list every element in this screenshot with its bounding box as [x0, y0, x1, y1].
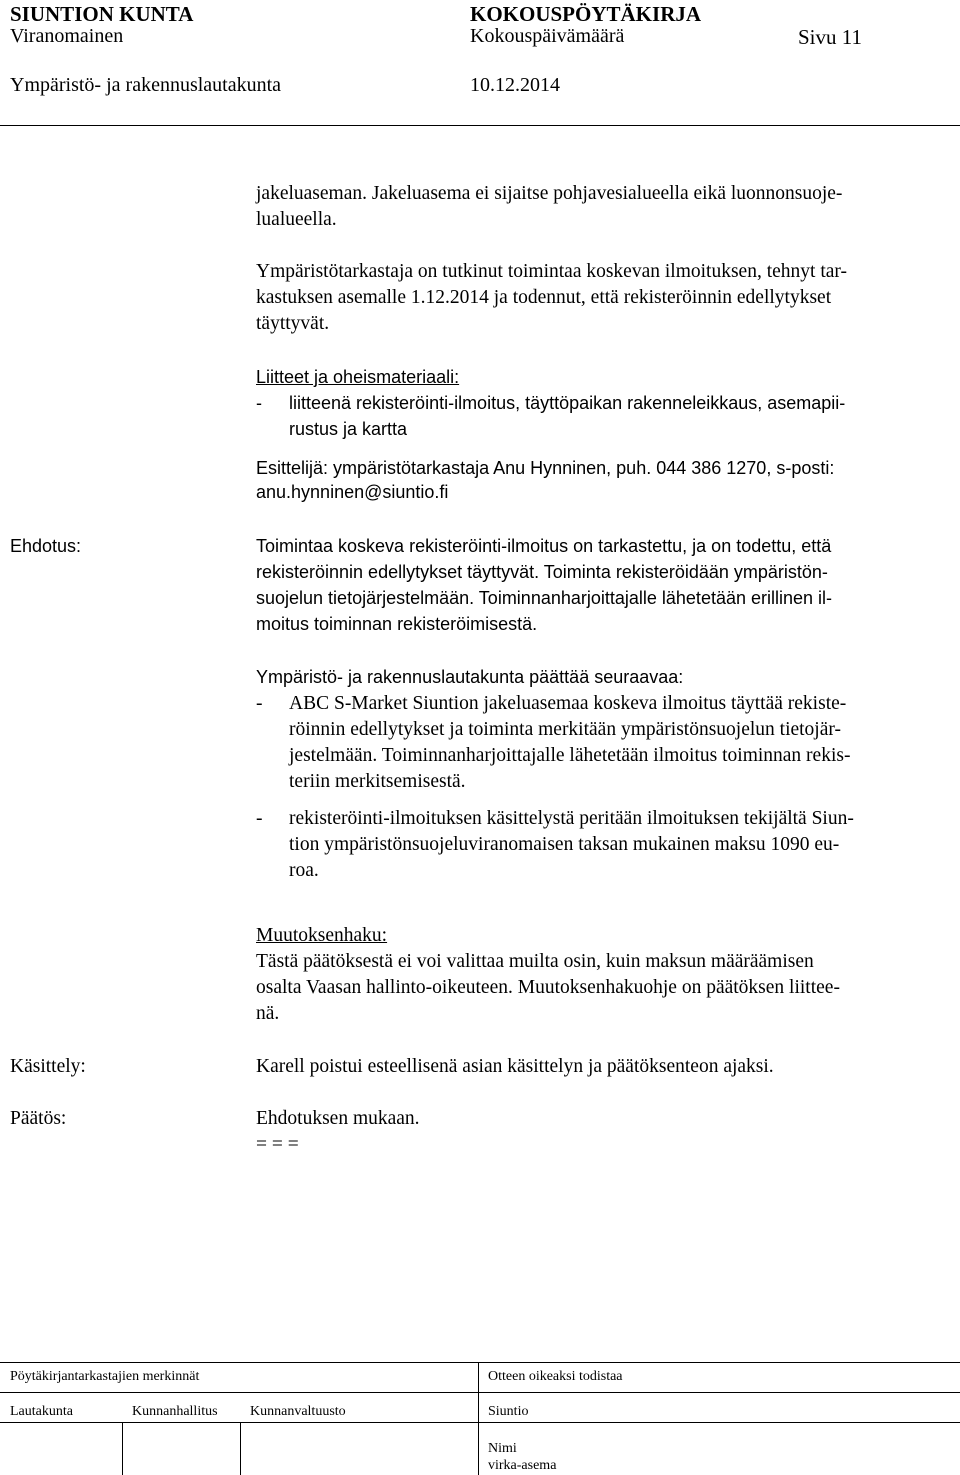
decision-label: Päätös:	[10, 1108, 67, 1129]
presenter-email: anu.hynninen@siuntio.fi	[256, 482, 449, 502]
footer-rule	[0, 1392, 960, 1393]
committee-name: Ympäristö- ja rakennuslautakunta	[10, 74, 282, 96]
list-dash: -	[256, 393, 262, 413]
decides-heading: Ympäristö- ja rakennuslautakunta päättää seuraavaa:	[256, 667, 684, 687]
name-label: Nimi	[488, 1441, 517, 1456]
decision-item-line: roa.	[289, 860, 319, 881]
appeal-line: Tästä päätöksestä ei voi valittaa muilta osin, kuin maksun määräämisen	[256, 951, 814, 972]
paragraph-line: täyttyvät.	[256, 313, 330, 334]
attachment-line: rustus ja kartta	[289, 419, 408, 439]
footer-rule	[0, 1362, 960, 1363]
appeal-line: osalta Vaasan hallinto-oikeuteen. Muutoksenhakuohje on päätöksen liittee-	[256, 977, 840, 998]
attachment-line: liitteenä rekisteröinti-ilmoitus, täyttöpaikan rakenneleikkaus, asemapii-	[289, 393, 846, 413]
proposal-line: rekisteröinnin edellytykset täyttyvät. Toiminta rekisteröidään ympäristön-	[256, 562, 828, 582]
decision-item-line: rekisteröinti-ilmoituksen käsittelystä peritään ilmoituksen tekijältä Siun-	[289, 808, 854, 829]
handling-label: Käsittely:	[10, 1056, 86, 1077]
municipal-board-label: Kunnanhallitus	[132, 1404, 218, 1419]
appeal-line: nä.	[256, 1003, 280, 1024]
proposal-line: suojelun tietojärjestelmään. Toiminnanharjoittajalle lähetetään erillinen il-	[256, 588, 833, 608]
decision-item-line: röinnin edellytykset ja toiminta merkitään ympäristönsuojelun tietojär-	[289, 719, 841, 740]
proposal-line: moitus toiminnan rekisteröimisestä.	[256, 614, 538, 634]
appeal-heading: Muutoksenhaku:	[256, 925, 388, 946]
paragraph-line: lualueella.	[256, 209, 337, 230]
footer-divider	[240, 1422, 241, 1475]
municipality-name: SIUNTION KUNTA	[10, 2, 194, 26]
attachments-heading: Liitteet ja oheismateriaali:	[256, 367, 460, 387]
header-rule	[0, 125, 960, 126]
proposal-line: Toimintaa koskeva rekisteröinti-ilmoitus on tarkastettu, ja on todettu, että	[256, 536, 832, 556]
meeting-date-label: Kokouspäivämäärä	[470, 25, 625, 47]
decision-item-line: teriin merkitsemisestä.	[289, 771, 466, 792]
footer-divider	[122, 1422, 123, 1475]
page-number: Sivu 11	[798, 25, 862, 49]
proposal-label: Ehdotus:	[10, 536, 82, 556]
meeting-date: 10.12.2014	[470, 74, 560, 96]
paragraph-line: Ympäristötarkastaja on tutkinut toimintaa koskevan ilmoituksen, tehnyt tar-	[256, 261, 847, 282]
handling-text: Karell poistui esteellisenä asian käsittelyn ja päätöksenteon ajaksi.	[256, 1056, 774, 1077]
decision-text: Ehdotuksen mukaan.	[256, 1108, 420, 1129]
footer-divider	[478, 1362, 479, 1475]
place-label: Siuntio	[488, 1404, 529, 1419]
board-label: Lautakunta	[10, 1404, 73, 1419]
title-label: virka-asema	[488, 1458, 557, 1473]
footer-rule	[0, 1422, 960, 1423]
document-type: KOKOUSPÖYTÄKIRJA	[470, 2, 702, 26]
end-mark: = = =	[256, 1134, 299, 1155]
presenter-line: Esittelijä: ympäristötarkastaja Anu Hynninen, puh. 044 386 1270, s-posti:	[256, 458, 835, 478]
paragraph-line: kastuksen asemalle 1.12.2014 ja todennut, että rekisteröinnin edellytykset	[256, 287, 832, 308]
list-dash: -	[256, 693, 263, 714]
paragraph-line: jakeluaseman. Jakeluasema ei sijaitse pohjavesialueella eikä luonnonsuoje-	[256, 183, 843, 204]
decision-item-line: jestelmään. Toiminnanharjoittajalle lähetetään ilmoitus toiminnan rekis-	[289, 745, 851, 766]
authority-label: Viranomainen	[10, 25, 124, 47]
decision-item-line: tion ympäristönsuojeluviranomaisen taksan mukainen maksu 1090 eu-	[289, 834, 840, 855]
minutes-checkers-label: Pöytäkirjantarkastajien merkinnät	[10, 1369, 200, 1384]
list-dash: -	[256, 808, 263, 829]
certified-label: Otteen oikeaksi todistaa	[488, 1369, 623, 1384]
decision-item-line: ABC S-Market Siuntion jakeluasemaa koskeva ilmoitus täyttää rekiste-	[289, 693, 847, 714]
council-label: Kunnanvaltuusto	[250, 1404, 346, 1419]
